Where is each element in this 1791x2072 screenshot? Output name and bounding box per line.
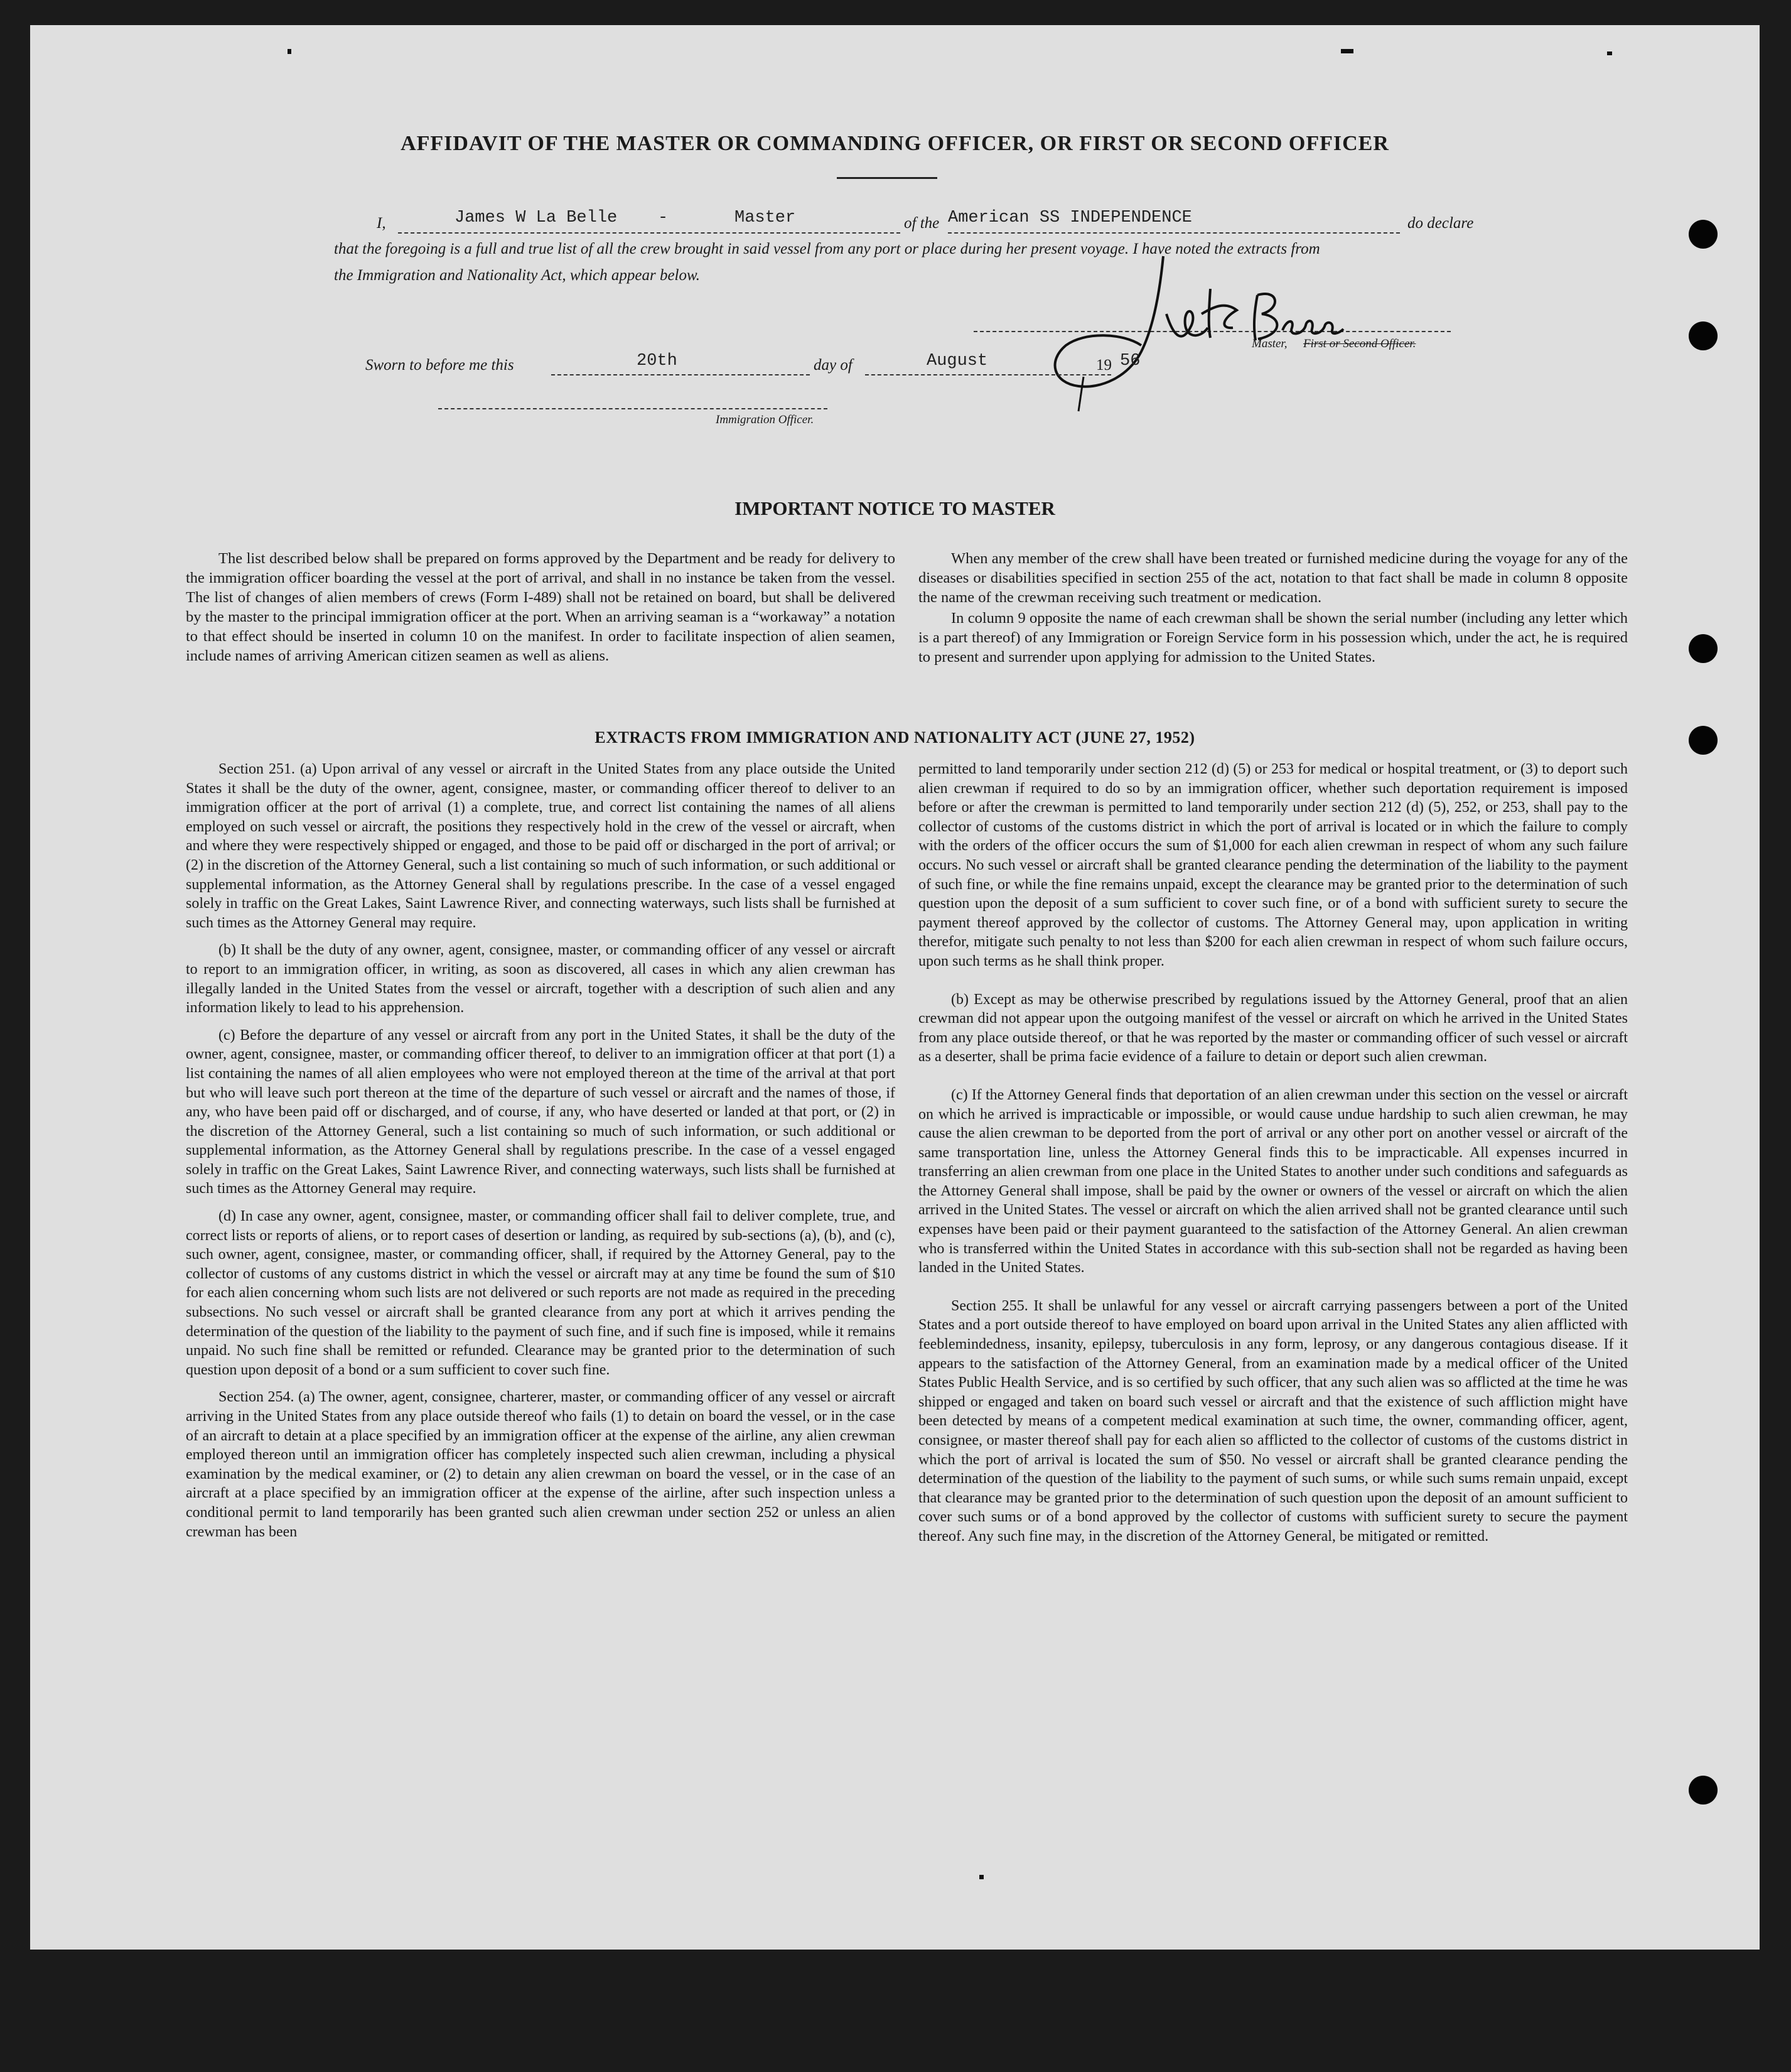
section-254-b: (b) Except as may be otherwise prescribed by regulations issued by the Attorney General, proof that an alien crewman did not appear upon the outgoing manifest of the vessel or aircraft on which he arrived in the United States from any place outside thereof, or that he was reported by the master or commanding officer of such vessel or aircraft as a deserter, shall be prima facie evidence of a failure to detain or deport such alien crewman. [918, 991, 1628, 1066]
vessel-name-value: American SS INDEPENDENCE [948, 208, 1192, 227]
scan-speck [979, 1875, 984, 1879]
sworn-label: Sworn to before me this [365, 357, 514, 374]
notice-right-paragraph-1: When any member of the crew shall have been treated or furnished medicine during the voyage for any of the diseases or disabilities specified in section 255 of the act, notation to that fact shall be made in column 8 opposite the name of the crewman receiving such treatment or medication. [918, 550, 1628, 606]
document-sheet [30, 25, 1760, 1950]
sworn-month-value: August [927, 352, 988, 370]
master-signer-label: Master, [1252, 337, 1288, 350]
of-the-label: of the [904, 215, 940, 232]
section-254-a: Section 254. (a) The owner, agent, consignee, charterer, master, or commanding officer of any vessel or aircraft arriving in the United States from any place outside thereof who fails (1) to detain on board the vessel, or in the case of an aircraft to detain at a place specified by an immigration officer at the expense of the airline, any alien crewman employed thereon until an immigration officer has completely inspected such alien crewman, including a physical examination by the medical examiner, or (2) to detain any alien crewman on board the vessel, or in the case of an aircraft at a place specified by an immigration officer at the expense of the airline, after such inspection unless a conditional permit to land temporarily has been granted such alien crewman under section 252 or unless an alien crewman has been [186, 1389, 895, 1540]
day-of-label: day of [814, 357, 852, 374]
extracts-left-column [186, 760, 895, 1550]
i-label: I, [377, 215, 386, 232]
section-251-d: (d) In case any owner, agent, consignee, master, or commanding officer shall fail to deliver complete, true, and correct lists or reports of aliens, or to report cases of desertion or landing, as required by sub-sections (a), (b), and (c), such owner, agent, consignee, master, or commanding officer, shall, if required by the Attorney General, pay to the collector of customs of any customs district in which the vessel or aircraft may at any time be found the sum of $10 for each alien concerning whom such lists are not delivered or such reports are not made as required in the preceding subsections. No such vessel or aircraft shall be granted clearance from any port at which it arrives pending the determination of the question of the liability to the payment of such fine, and if such fine is imposed, while it remains unpaid. No such fine shall be remitted or refunded. Clearance may be granted prior to the determination of such question upon deposit of a bond or a sum sufficient to cover such fine. [186, 1208, 895, 1378]
extracts-title: EXTRACTS FROM IMMIGRATION AND NATIONALITY ACT (JUNE 27, 1952) [594, 728, 1195, 747]
vessel-dashed-line [948, 232, 1400, 234]
binder-hole [1689, 220, 1718, 249]
notice-left-paragraph: The list described below shall be prepared on forms approved by the Department and be ready for delivery to the immigration officer boarding the vessel at the port of arrival, and shall in no instance be taken from the vessel. The list of changes of alien members of crews (Form I-489) shall not be retained on board, but shall be delivered by the master to the principal immigration officer at the port. When an arriving seaman is a “workaway” a notation to that effect should be inserted in column 10 on the manifest. In order to facilitate inspection of alien seamen, include names of arriving American citizen seamen as well as aliens. [186, 550, 895, 664]
immigration-officer-label: Immigration Officer. [716, 413, 814, 426]
section-254-a-continued: permitted to land temporarily under section 212 (d) (5) or 253 for medical or hospital treatment, or (3) to deport such alien crewman if required to do so by an immigration officer, whether such deportation requirement is imposed before or after the crewman is permitted to land temporarily under section 212 (d) (5), 252, or 253, shall pay to the collector of customs of the customs district in which the port of arrival is located or in which the failure to comply with the orders of the officer occurs the sum of $1,000 for each alien crewman in respect of whom any such failure occurs. No such vessel or aircraft shall be granted clearance pending the determination of the liability to the payment of such fine, or while the fine remains unpaid, except the clearance may be granted prior to the determination of such question upon the deposit of a sum sufficient to cover such fine, or of a bond with sufficient surety to secure the payment thereof approved by the collector of customs. The Attorney General may, upon application in writing therefor, mitigate such penalty to not less than $200 for each alien crewman in respect of whom such failure occurs, upon such terms as he shall think proper. [918, 761, 1628, 969]
sworn-day-value: 20th [637, 352, 677, 370]
notice-title: IMPORTANT NOTICE TO MASTER [734, 497, 1055, 519]
notice-right-column [918, 549, 1628, 675]
year-prefix: 19 [1096, 357, 1112, 374]
section-251-a: Section 251. (a) Upon arrival of any vessel or aircraft in the United States from any place outside the United States it shall be the duty of the owner, agent, consignee, master, or commanding officer thereof to deliver to an immigration officer at the port of arrival (1) a complete, true, and correct list containing the names of all aliens employed on such vessel or aircraft, the positions they respectively hold in the crew of the vessel or aircraft, when and where they were respectively shipped or engaged, and those to be paid off or discharged in the port of arrival; or (2) in the discretion of the Attorney General, such a list containing so much of such information, or such additional or supplemental information, as the Attorney General shall by regulations prescribe. In the case of a vessel engaged solely in traffic on the Great Lakes, Saint Lawrence River, and connecting waterways, such lists shall be furnished at such times as the Attorney General may require. [186, 761, 895, 931]
dash-separator: - [658, 208, 669, 227]
extracts-right-column [918, 760, 1628, 1555]
name-dashed-line [398, 232, 900, 234]
declaration-line-2: the Immigration and Nationality Act, which appear below. [334, 267, 701, 284]
section-251-c: (c) Before the departure of any vessel or aircraft from any port in the United States, it shall be the duty of the owner, agent, consignee, master, or commanding officer thereof, to deliver to an immigration officer at that port (1) a list containing the names of all alien employees who were not employed thereon at the time of the arrival at that port but who will leave such port thereon at the time of the departure of such vessel or aircraft and the names of those, if any, who have been paid off or discharged, and of course, if any, who have deserted or landed at that port, or (2) in the discretion of the Attorney General, such a list containing so much of such information, or such additional or supplemental information, as the Attorney General shall by regulations prescribe. In the case of a vessel engaged solely in traffic on the Great Lakes, Saint Lawrence River, and connecting waterways, such lists shall be furnished at such times as the Attorney General may require. [186, 1027, 895, 1197]
section-254-c: (c) If the Attorney General finds that deportation of an alien crewman under this section on the vessel or aircraft on which he arrived is impracticable or impossible, or would cause undue hardship to such alien crewman, he may cause the alien crewman to be deported from the port of arrival or any other port on another vessel or aircraft of the same transportation line, unless the Attorney General finds this to be impracticable. All expenses incurred in transferring an alien crewman from one place in the United States to another under such conditions and safeguards as the Attorney General shall impose, shall be paid by the owner or owners of the vessel or aircraft on which the alien arrived in the United States. The vessel or aircraft on which the alien arrived shall not be granted clearance until such expenses have been paid or their payment guaranteed to the satisfaction of the Attorney General. An alien crewman who is transferred within the United States in accordance with this sub-section shall not be regarded as having been landed in the United States. [918, 1086, 1628, 1276]
scan-speck [288, 49, 291, 54]
sworn-year-value: 56 [1120, 352, 1141, 370]
scan-speck [1607, 51, 1612, 55]
master-signature [1035, 251, 1348, 414]
section-251-b: (b) It shall be the duty of any owner, agent, consignee, master, or commanding officer of any vessel or aircraft to report to an immigration officer, in writing, as soon as discovered, all cases in which any alien crewman has illegally landed in the United States from the vessel or aircraft, together with a description of such alien and any information likely to lead to his apprehension. [186, 942, 895, 1017]
scan-speck [1341, 49, 1353, 53]
master-name-value: James W La Belle [454, 208, 618, 227]
declaration-line-1: that the foregoing is a full and true list of all the crew brought in said vessel from any port or place during her present voyage. I have noted the extracts from [334, 240, 1320, 257]
binder-hole [1689, 1776, 1718, 1805]
month-dashed-line [865, 374, 1111, 375]
binder-hole [1689, 634, 1718, 663]
officer-dashed-line [438, 408, 827, 409]
binder-hole [1689, 726, 1718, 755]
first-second-officer-label: First or Second Officer. [1303, 337, 1416, 350]
rank-value: Master [734, 208, 796, 227]
day-dashed-line [551, 374, 810, 375]
notice-right-paragraph-2: In column 9 opposite the name of each crewman shall be shown the serial number (including any letter which is a part thereof) of any Immigration or Foreign Service form in his possession which, under the act, he is required to present and surrender upon applying for admission to the United States. [918, 610, 1628, 666]
title-underline [837, 177, 937, 179]
notice-left-column [186, 549, 895, 674]
do-declare-label: do declare [1407, 215, 1474, 232]
section-255: Section 255. It shall be unlawful for any vessel or aircraft carrying passengers between a port of the United States and a port outside thereof to have employed on board upon arrival in the United States any alien afflicted with feeblemindedness, insanity, epilepsy, tuberculosis in any form, leprosy, or any dangerous contagious disease. If it appears to the satisfaction of the Attorney General, from an examination made by a medical officer of the United States Public Health Service, and is so certified by such officer, that any such alien was so afflicted at the time he was shipped or engaged and taken on board such vessel or aircraft and that the existence of such affliction might have been detected by means of a competent medical examination at such time, the owner, commanding officer, agent, consignee, or master thereof shall pay for each alien so afflicted to the collector of customs of the customs district in which the port of arrival is located the sum of $50. No vessel or aircraft shall be granted clearance pending the determination of the question of the liability to the payment of such sums, or while such sums remain unpaid, except that clearance may be granted prior to the determination of such question upon the deposit of an amount sufficient to cover such sums or of a bond approved by the collector of customs with sufficient surety to secure the payment thereof. Any such fine may, in the discretion of the Attorney General, be mitigated or remitted. [918, 1297, 1628, 1545]
binder-hole [1689, 321, 1718, 350]
affidavit-title: AFFIDAVIT OF THE MASTER OR COMMANDING OFFICER, OR FIRST OR SECOND OFFICER [401, 132, 1389, 155]
